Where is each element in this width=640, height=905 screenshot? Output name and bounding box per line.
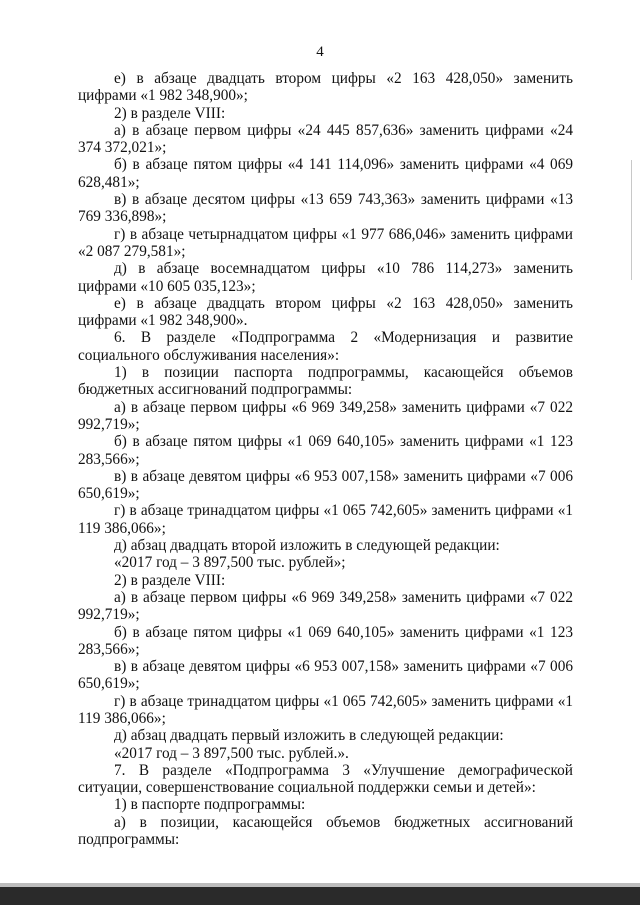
scan-edge-mark: [631, 160, 632, 280]
paragraph: 1) в паспорте подпрограммы:: [114, 796, 306, 814]
paragraph: б) в абзаце пятом цифры «1 069 640,105» заменить цифрами «1 123 283,566»;: [78, 623, 573, 658]
paragraph: д) абзац двадцать второй изложить в следующей редакции:: [114, 537, 500, 555]
paragraph: в) в абзаце десятом цифры «13 659 743,363» заменить цифрами «13 769 336,898»;: [78, 191, 573, 226]
paragraph: д) абзац двадцать первый изложить в следующей редакции:: [114, 727, 504, 745]
paragraph: в) в абзаце девятом цифры «6 953 007,158» заменить цифрами «7 006 650,619»;: [78, 467, 573, 503]
paragraph: е) в абзаце двадцать втором цифры «2 163 428,050» заменить цифрами «1 982 348,900»;: [78, 70, 573, 105]
paragraph: 6. В разделе «Подпрограмма 2 «Модернизация и развитие социального обслуживания населения»:: [78, 329, 573, 364]
scan-bottom-band: [0, 887, 640, 905]
paragraph: д) в абзаце восемнадцатом цифры «10 786 114,273» заменить цифрами «10 605 035,123»;: [78, 260, 573, 295]
paragraph: «2017 год – 3 897,500 тыс. рублей.».: [114, 744, 349, 762]
page-number: 4: [316, 44, 324, 60]
paragraph: 1) в позиции паспорта подпрограммы, касающейся объемов бюджетных ассигнований подпрограммы:: [78, 364, 573, 399]
paragraph: е) в абзаце двадцать втором цифры «2 163 428,050» заменить цифрами «1 982 348,900».: [78, 294, 573, 330]
paragraph: 2) в разделе VIII:: [114, 104, 226, 122]
paragraph: 2) в разделе VIII:: [114, 571, 226, 589]
paragraph: б) в абзаце пятом цифры «1 069 640,105» заменить цифрами «1 123 283,566»;: [78, 433, 573, 468]
paragraph: 7. В разделе «Подпрограмма 3 «Улучшение демографической ситуации, совершенствование социальной поддержки семьи и детей»:: [78, 761, 573, 797]
paragraph: а) в абзаце первом цифры «6 969 349,258» заменить цифрами «7 022 992,719»;: [78, 588, 573, 624]
paragraph: а) в абзаце первом цифры «24 445 857,636» заменить цифрами «24 374 372,021»;: [78, 121, 573, 157]
paragraph: г) в абзаце четырнадцатом цифры «1 977 686,046» заменить цифрами «2 087 279,581»;: [78, 225, 573, 260]
paragraph: а) в позиции, касающейся объемов бюджетных ассигнований подпрограммы:: [78, 813, 573, 849]
paragraph: г) в абзаце тринадцатом цифры «1 065 742,605» заменить цифрами «1 119 386,066»;: [78, 692, 573, 727]
paragraph: б) в абзаце пятом цифры «4 141 114,096» заменить цифрами «4 069 628,481»;: [78, 156, 573, 191]
paragraph: «2017 год – 3 897,500 тыс. рублей»;: [114, 554, 346, 572]
document-body: [78, 70, 573, 848]
paragraph: г) в абзаце тринадцатом цифры «1 065 742,605» заменить цифрами «1 119 386,066»;: [78, 502, 573, 537]
paragraph: а) в абзаце первом цифры «6 969 349,258» заменить цифрами «7 022 992,719»;: [78, 398, 573, 433]
paragraph: в) в абзаце девятом цифры «6 953 007,158» заменить цифрами «7 006 650,619»;: [78, 658, 573, 693]
